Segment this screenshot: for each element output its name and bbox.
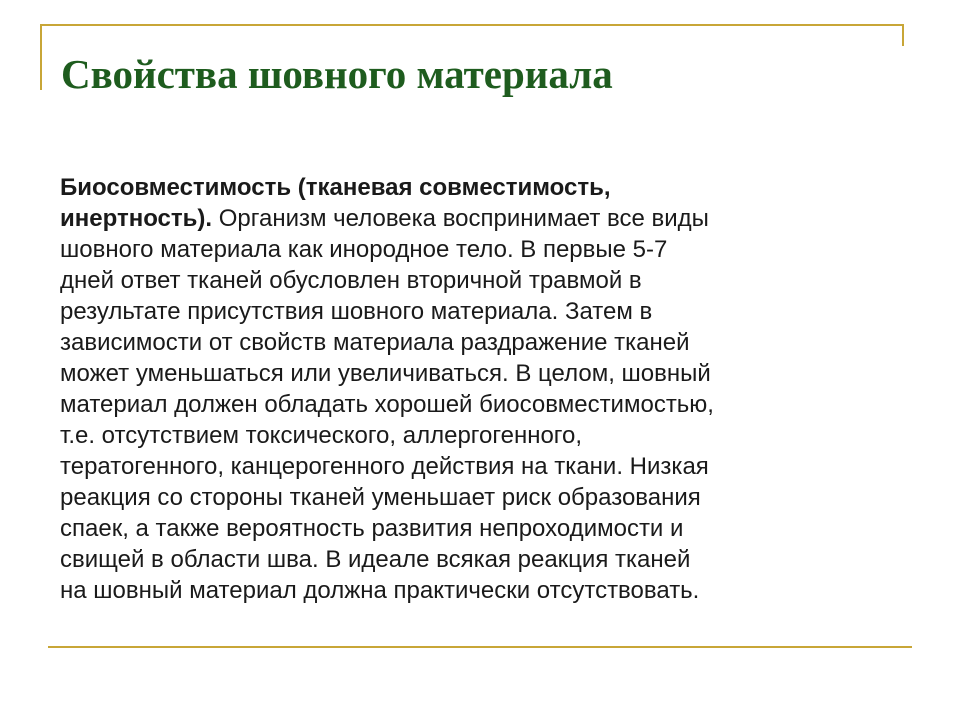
paragraph-line: результате присутствия шовного материала. Затем в [60,298,653,325]
term-bold: Биосовместимость (тканевая совместимость, [60,174,611,201]
frame-left-line [40,24,42,90]
line-text: Организм человека воспринимает все виды [212,205,709,232]
paragraph-line: свищей в области шва. В идеале всякая реакция тканей [60,546,691,573]
paragraph-line [60,203,910,234]
paragraph-line: реакция со стороны тканей уменьшает риск образования [60,484,701,511]
body-paragraph [60,172,910,606]
paragraph-line: шовного материала как инородное тело. В первые 5-7 [60,236,668,263]
paragraph-line: на шовный материал должна практически отсутствовать. [60,577,700,604]
paragraph-line: материал должен обладать хорошей биосовместимостью, [60,391,714,418]
frame-right-line [902,24,904,46]
paragraph-line: может уменьшаться или увеличиваться. В целом, шовный [60,360,711,387]
paragraph-line: тератогенного, канцерогенного действия на ткани. Низкая [60,453,709,480]
paragraph-line [60,172,910,203]
slide-title: Свойства шовного материала [61,51,613,97]
paragraph-line: т.е. отсутствием токсического, аллергогенного, [60,422,583,449]
slide-body [60,172,910,606]
frame-bottom-line [48,646,912,648]
paragraph-line: зависимости от свойств материала раздражение тканей [60,329,690,356]
term-bold: инертность). [60,205,213,232]
paragraph-line: спаек, а также вероятность развития непроходимости и [60,515,684,542]
paragraph-line: дней ответ тканей обусловлен вторичной травмой в [60,267,642,294]
frame-top-line [40,24,904,26]
